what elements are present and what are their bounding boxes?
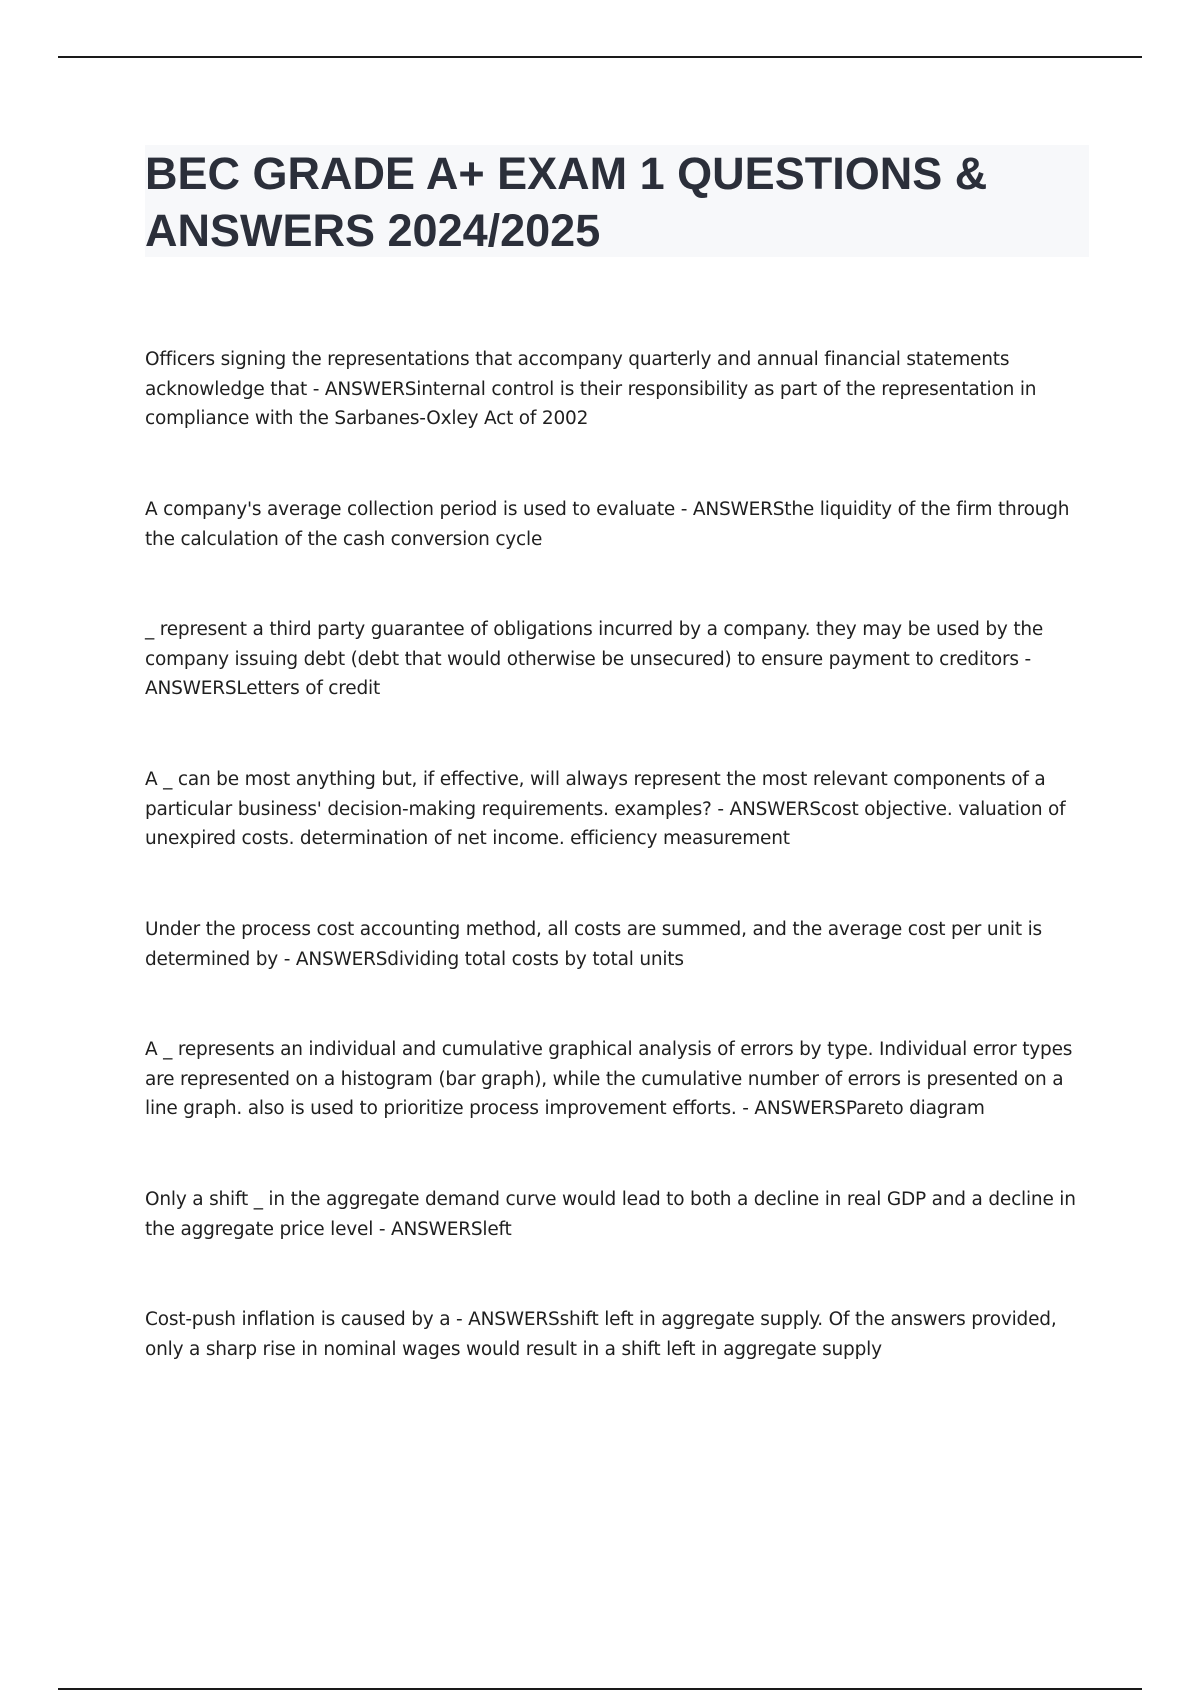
header-rule <box>58 56 1142 58</box>
qa-item: Under the process cost accounting method, all costs are summed, and the average cost per unit is determined by - ANSWERSdividing total costs by total units <box>145 919 1042 970</box>
qa-item: Officers signing the representations that accompany quarterly and annual financial statements acknowledge that - ANSWERSinternal control is their responsibility as part of the representation in compliance with the Sarbanes-Oxley Act of 2002 <box>145 349 1037 429</box>
title-block <box>145 145 1089 257</box>
footer-rule <box>58 1688 1142 1690</box>
qa-item: Only a shift _ in the aggregate demand curve would lead to both a decline in real GDP and a decline in the aggregate price level - ANSWERSleft <box>145 1189 1076 1240</box>
qa-item: A company's average collection period is used to evaluate - ANSWERSthe liquidity of the firm through the calculation of the cash conversion cycle <box>145 499 1070 550</box>
qa-item: Cost-push inflation is caused by a - ANSWERSshift left in aggregate supply. Of the answers provided, only a sharp rise in nominal wages would result in a shift left in aggregate supply <box>145 1309 1057 1360</box>
qa-item: A _ can be most anything but, if effective, will always represent the most relevant components of a particular business' decision-making requirements. examples? - ANSWERScost objective. valuation of unexpired costs. determination of net income. efficiency measurement <box>145 769 1066 849</box>
qa-item: _ represent a third party guarantee of obligations incurred by a company. they may be used by the company issuing debt (debt that would otherwise be unsecured) to ensure payment to creditors - ANSWERSLetters of credit <box>145 619 1044 699</box>
qa-item: A _ represents an individual and cumulative graphical analysis of errors by type. Individual error types are represented on a histogram (bar graph), while the cumulative number of errors is presented on a line graph. also is used to prioritize process improvement efforts. - ANSWERSPareto diagram <box>145 1039 1073 1119</box>
document-title: BEC GRADE A+ EXAM 1 QUESTIONS & ANSWERS 2024/2025 <box>145 148 988 256</box>
